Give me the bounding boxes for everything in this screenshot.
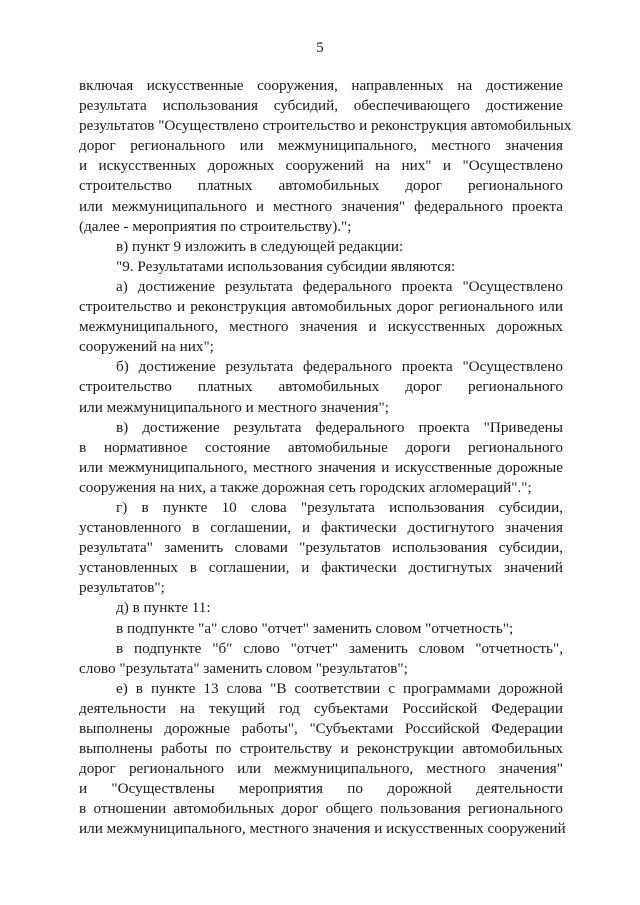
page-number: 5: [316, 40, 324, 56]
text-line: или межмуниципального и местного значения" федерального проекта: [79, 197, 563, 215]
text-line: или межмуниципального, местного значения и искусственные дорожные: [79, 458, 563, 476]
text-line: результата" заменить словами "результатов использования субсидии,: [79, 539, 563, 557]
text-line: дорог регионального или межмуниципального, местного значения": [79, 760, 563, 778]
text-line: строительство и реконструкция автомобильных дорог регионального или: [79, 298, 563, 316]
text-line: б) достижение результата федерального проекта "Осуществлено: [116, 358, 563, 376]
text-line: (далее - мероприятия по строительству).";: [79, 217, 352, 235]
text-line: в) достижение результата федерального проекта "Приведены: [116, 418, 563, 436]
text-line: в нормативное состояние автомобильные дороги регионального: [79, 438, 563, 456]
text-line: строительство платных автомобильных дорог регионального: [79, 378, 563, 396]
text-line: или межмуниципального и местного значения";: [79, 398, 389, 416]
text-line: выполнены дорожные работы", "Субъектами Российской Федерации: [79, 720, 563, 737]
text-line: установленных в соглашении, и фактически достигнутых значений: [79, 559, 563, 577]
text-line: в) пункт 9 изложить в следующей редакции:: [116, 237, 404, 255]
text-line: включая искусственные сооружения, направленных на достижение: [79, 77, 563, 94]
text-line: деятельности на текущий год субъектами Российской Федерации: [79, 699, 563, 717]
text-line: в подпункте "а" слово "отчет" заменить словом "отчетность";: [116, 619, 514, 637]
text-line: выполнены работы по строительству и реконструкции автомобильных: [79, 740, 563, 758]
text-line: и искусственных дорожных сооружений на них" и "Осуществлено: [79, 157, 563, 175]
text-line: результатов "Осуществлено строительство и реконструкция автомобильных: [79, 117, 572, 135]
text-line: или межмуниципального, местного значения и искусственных сооружений: [79, 820, 566, 838]
text-line: в подпункте "б" слово "отчет" заменить словом "отчетность",: [116, 639, 563, 657]
text-line: а) достижение результата федерального проекта "Осуществлено: [116, 277, 563, 295]
text-line: установленного в соглашении, и фактически достигнутого значения: [79, 519, 563, 537]
text-line: результатов";: [79, 579, 165, 597]
text-line: сооружений на них";: [79, 338, 214, 356]
text-line: "9. Результатами использования субсидии являются:: [116, 257, 456, 275]
text-line: сооружения на них, а также дорожная сеть городских агломераций".";: [79, 478, 532, 496]
text-line: результата использования субсидий, обеспечивающего достижение: [79, 97, 563, 115]
text-line: слово "результата" заменить словом "результатов";: [79, 659, 408, 677]
text-line: в отношении автомобильных дорог общего пользования регионального: [79, 800, 563, 818]
text-line: дорог регионального или межмуниципального, местного значения: [79, 137, 563, 155]
document-body: [79, 76, 572, 840]
text-line: межмуниципального, местного значения и искусственных дорожных: [79, 318, 563, 336]
text-line: и "Осуществлены мероприятия по дорожной деятельности: [79, 780, 563, 798]
text-line: строительство платных автомобильных дорог регионального: [79, 177, 563, 195]
text-line: е) в пункте 13 слова "В соответствии с программами дорожной: [116, 679, 563, 697]
text-line: г) в пункте 10 слова "результата использования субсидии,: [116, 498, 563, 516]
text-line: д) в пункте 11:: [116, 599, 211, 617]
